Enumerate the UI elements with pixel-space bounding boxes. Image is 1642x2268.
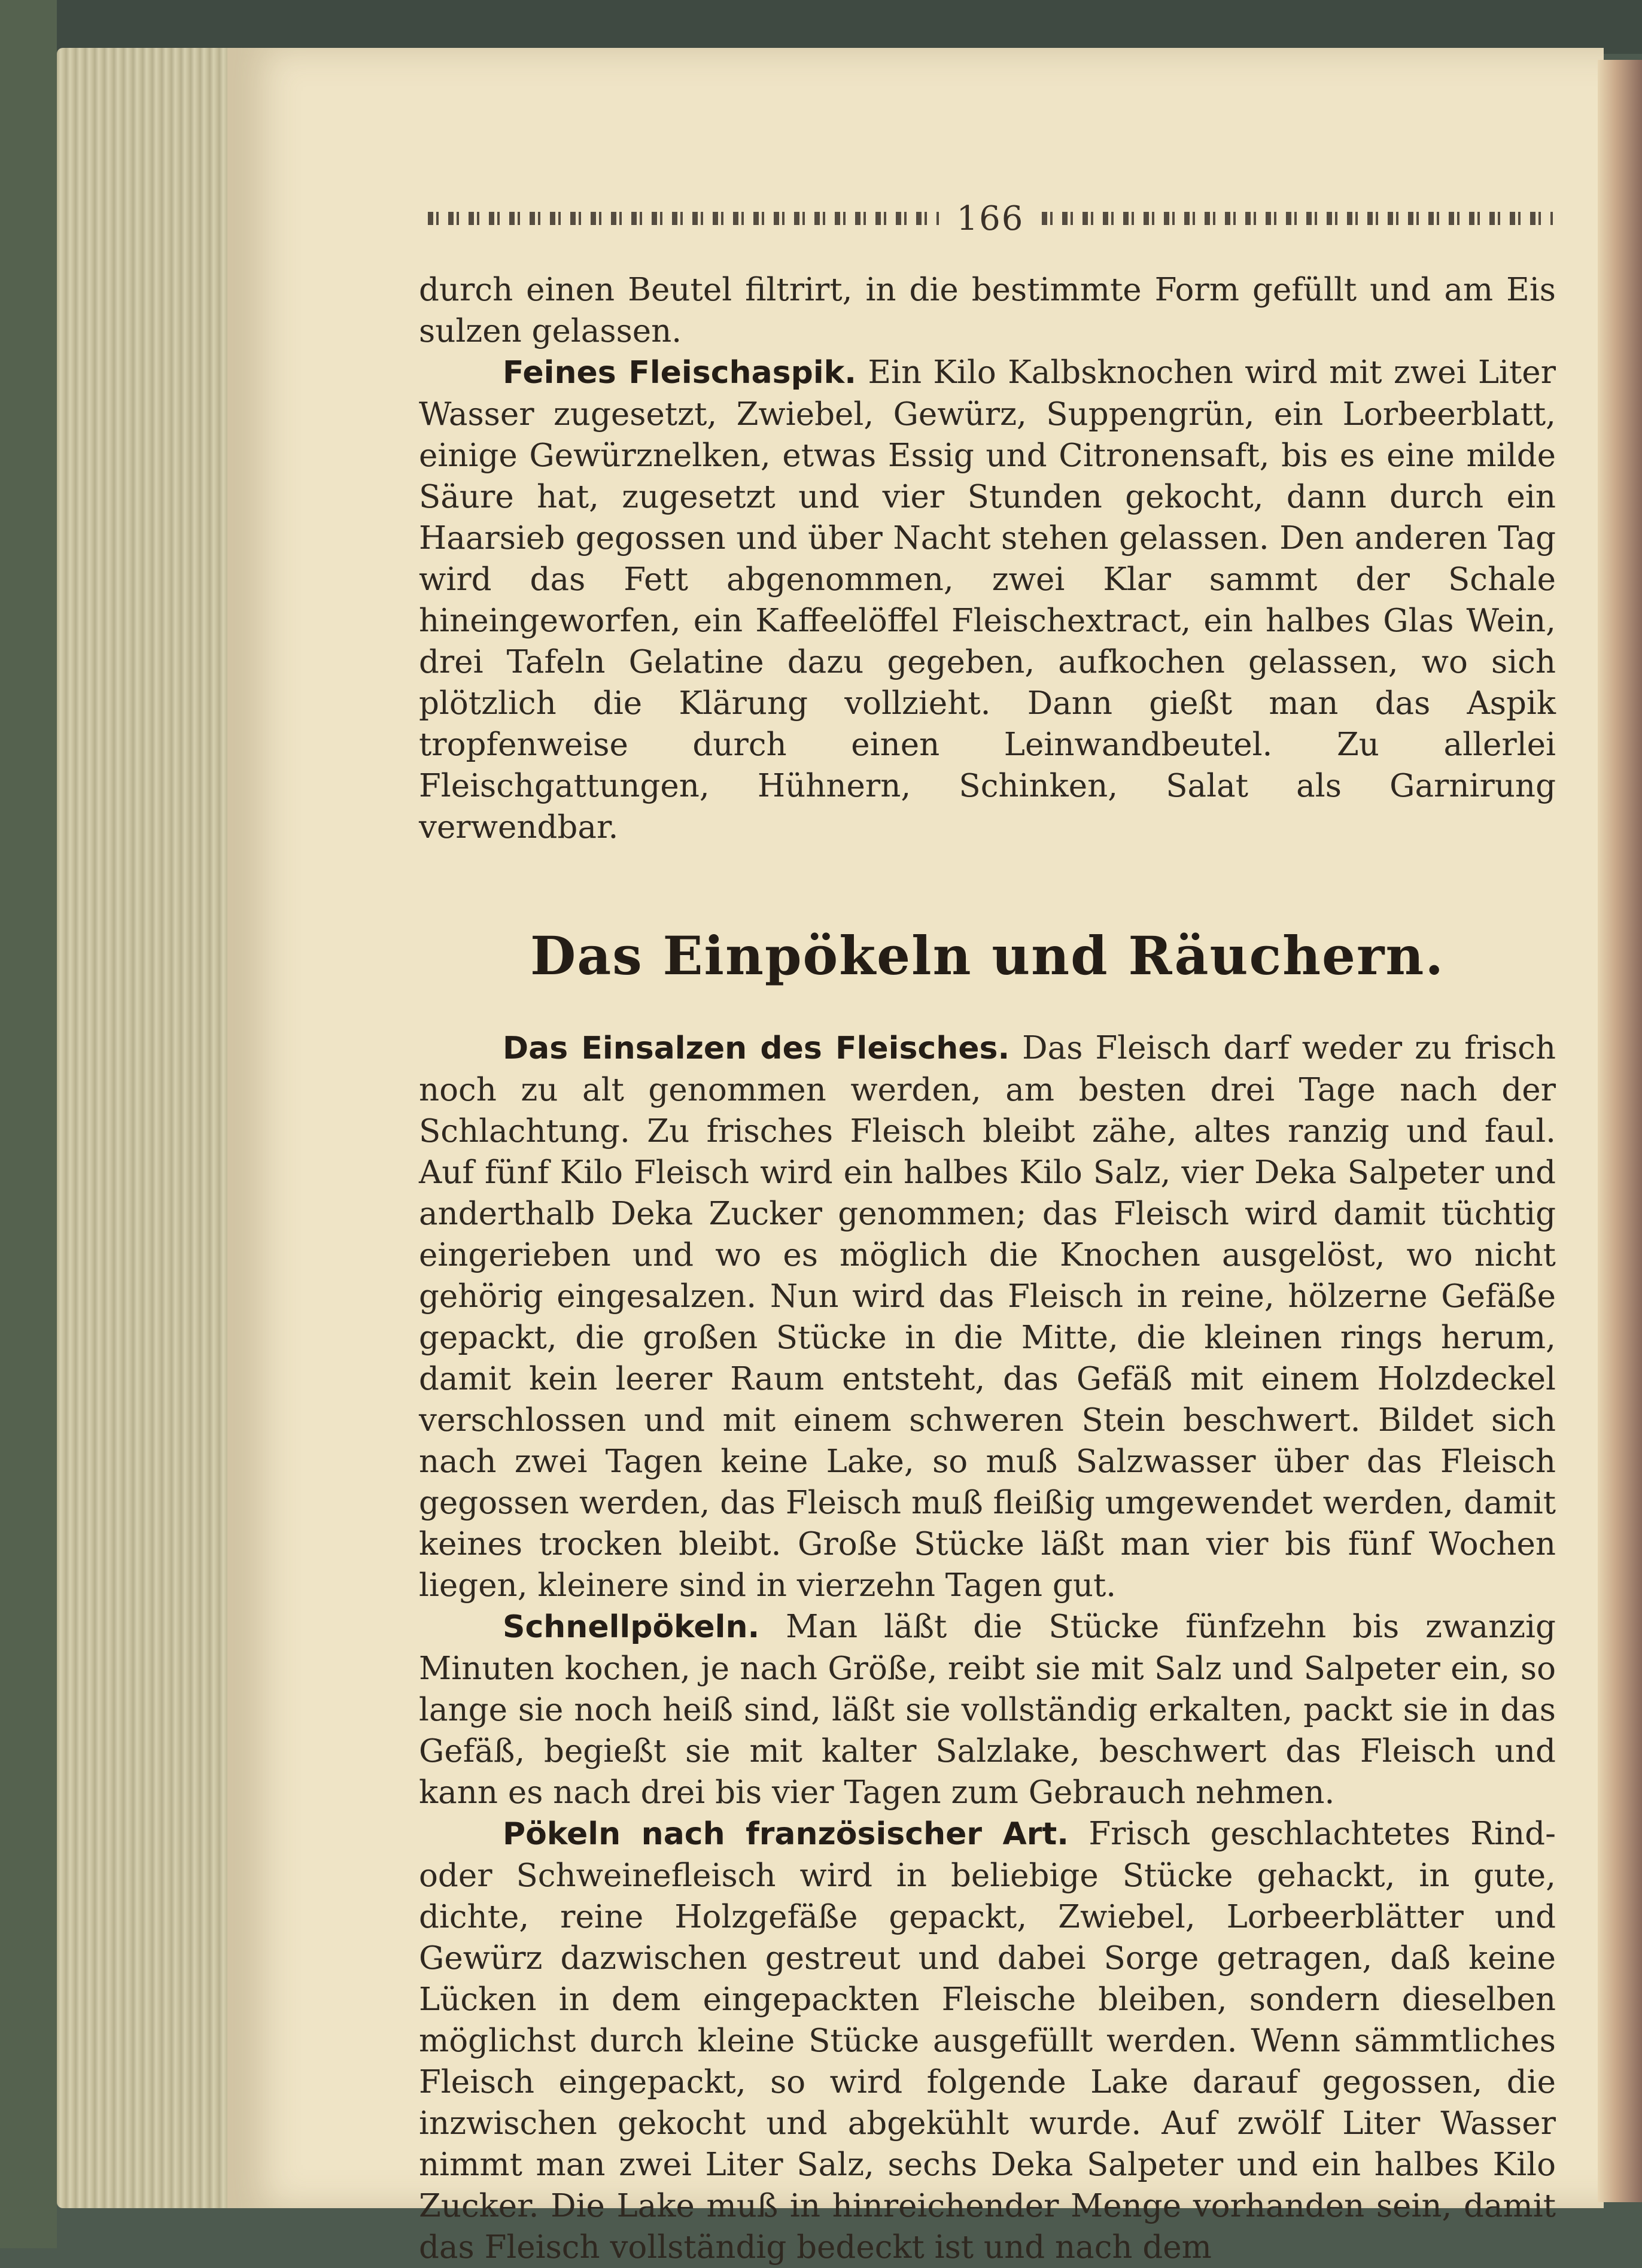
header-ornament-left [428, 212, 939, 225]
recipe-title: Das Einsalzen des Fleisches. [503, 1030, 1010, 1066]
scan-background-left [0, 0, 57, 2248]
recipe-title: Schnellpökeln. [503, 1609, 760, 1645]
recipe-fleischaspik [419, 352, 1556, 848]
header-ornament-right [1042, 212, 1553, 225]
page-header [428, 197, 1553, 239]
recipe-title: Feines Fleischaspik. [503, 355, 856, 391]
recipe-franzoesisch [419, 1813, 1556, 2268]
recipe-einsalzen [419, 1027, 1556, 1606]
recipe-text: Man läßt die Stücke fünfzehn bis zwanzig Minuten kochen, je nach Größe, reibt sie mit Salz und Salpeter ein, so lange sie noch heiß sind, läßt sie vollständig erkalten, packt sie in das Gefäß, begießt sie mit kalter Salzlake, beschwert das Fleisch und kann es nach drei bis vier Tagen zum Gebrauch nehmen. [419, 1609, 1556, 1811]
page-content [419, 269, 1556, 2268]
section-heading: Das Einpökeln und Räuchern. [530, 925, 1445, 987]
page-right-edge [1598, 60, 1642, 2202]
paragraph-continuation: durch einen Beutel filtrirt, in die bestimmte Form gefüllt und am Eis sulzen gelassen. [419, 272, 1556, 349]
recipe-text: Ein Kilo Kalbsknochen wird mit zwei Liter Wasser zugesetzt, Zwiebel, Gewürz, Suppengrün, ein Lorbeerblatt, einige Gewürznelken, etwas Essig und Citronensaft, bis es eine milde Säure hat, zugesetzt und vier Stunden gekocht, dann durch ein Haarsieb gegossen und über Nacht stehen gelassen. Den anderen Tag wird das Fett abgenommen, zwei Klar sammt der Schale hineingeworfen, ein Kaffeelöffel Fleischextract, ein halbes Glas Wein, drei Tafeln Gelatine dazu gegeben, aufkochen gelassen, wo sich plötzlich die Klärung vollzieht. Dann gießt man das Aspik tropfenweise durch einen Leinwandbeutel. Zu allerlei Fleischgattungen, Hühnern, Schinken, Salat als Garnirung verwendbar. [419, 354, 1556, 846]
recipe-title: Pökeln nach französischer Art. [503, 1816, 1069, 1852]
recipe-schnellpoekeln [419, 1606, 1556, 1813]
page-number: 166 [956, 199, 1024, 238]
recipe-text: Das Fleisch darf weder zu frisch noch zu alt genommen werden, am besten drei Tage nach der Schlachtung. Zu frisches Fleisch bleibt zähe, altes ranzig und faul. Auf fünf Kilo Fleisch wird ein halbes Kilo Salz, vier Deka Salpeter und anderthalb Deka Zucker genommen; das Fleisch wird damit tüchtig eingerieben und wo es möglich die Knochen ausgelöst, wo nicht gehörig eingesalzen. Nun wird das Fleisch in reine, hölzerne Gefäße gepackt, die großen Stücke in die Mitte, die kleinen rings herum, damit kein leerer Raum entsteht, das Gefäß mit einem Holzdeckel verschlossen und mit einem schweren Stein beschwert. Bildet sich nach zwei Tagen keine Lake, so muß Salzwasser über das Fleisch gegossen werden, das Fleisch muß fleißig umgewendet werden, damit keines trocken bleibt. Große Stücke läßt man vier bis fünf Wochen liegen, kleinere sind in vierzehn Tagen gut. [419, 1030, 1556, 1604]
scan-background-top [0, 0, 1642, 54]
recipe-text: Frisch geschlachtetes Rind- oder Schweinefleisch wird in beliebige Stücke gehackt, in gute, dichte, reine Holzgefäße gepackt, Zwiebel, Lorbeerblätter und Gewürz dazwischen gestreut und dabei Sorge getragen, daß keine Lücken in dem eingepackten Fleische bleiben, sondern dieselben möglichst durch kleine Stücke ausgefüllt werden. Wenn sämmtliches Fleisch eingepackt, so wird folgende Lake darauf gegossen, die inzwischen gekocht und abgekühlt wurde. Auf zwölf Liter Wasser nimmt man zwei Liter Salz, sechs Deka Salpeter und ein halbes Kilo Zucker. Die Lake muß in hinreichender Menge vorhanden sein, damit das Fleisch vollständig bedeckt ist und nach dem [419, 1816, 1556, 2266]
